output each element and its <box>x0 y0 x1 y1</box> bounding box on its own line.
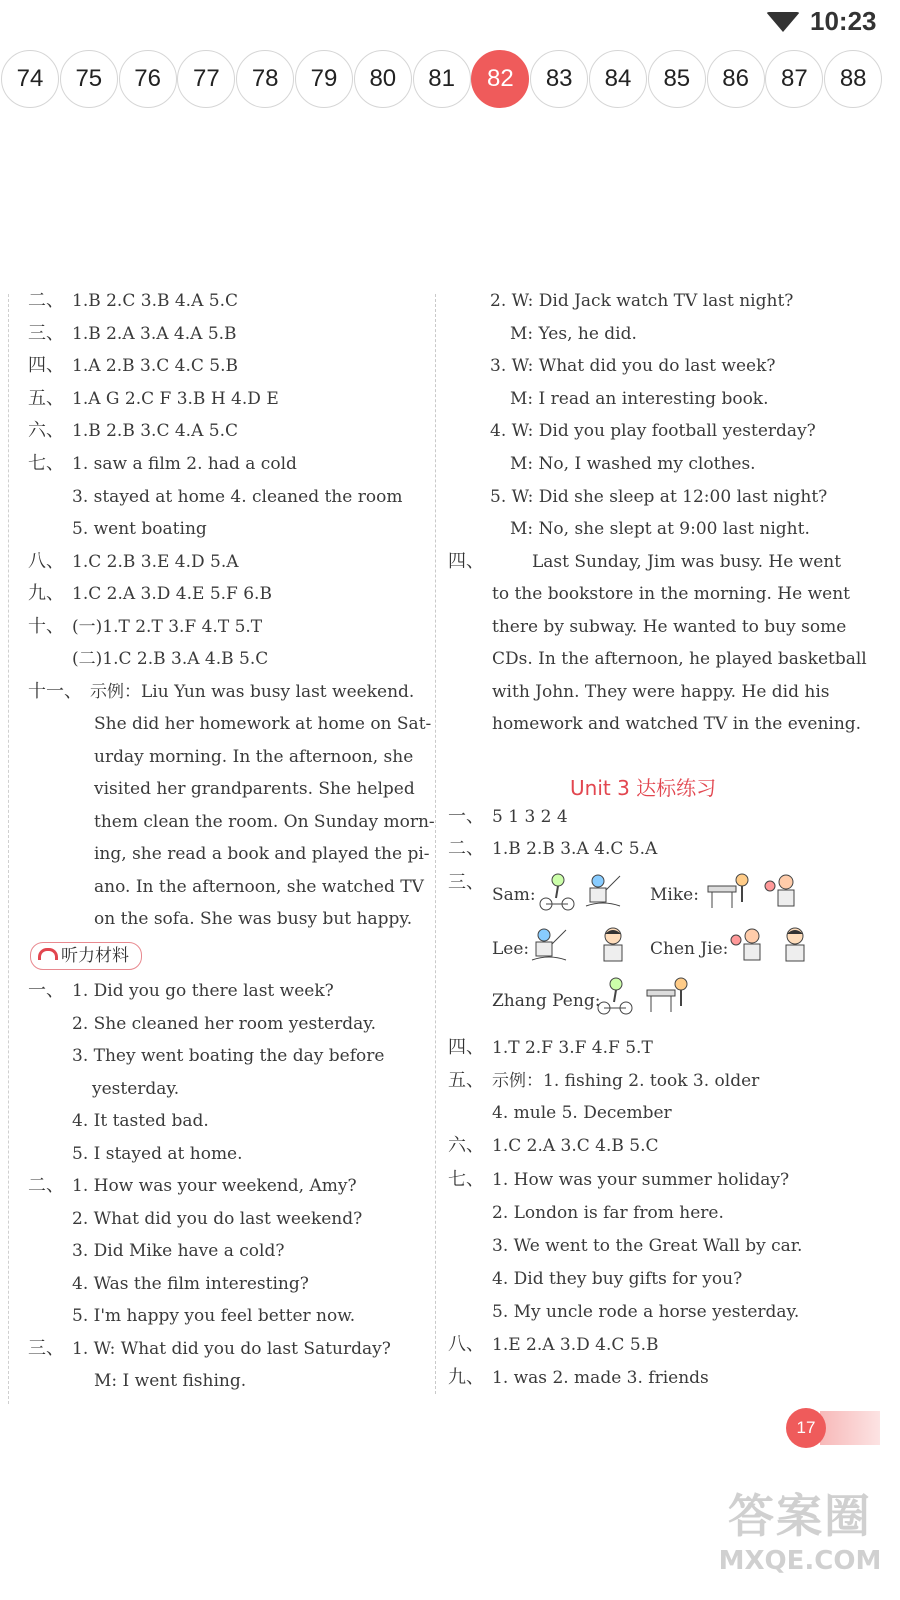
essay-line: She did her homework at home on Sat- <box>94 714 432 734</box>
answer-line: 1.B 2.C 3.B 4.A 5.C <box>72 291 238 311</box>
script-line: 2. She cleaned her room yesterday. <box>72 1014 376 1034</box>
fishing-picture <box>530 926 568 966</box>
answer-line: 5. My uncle rode a horse yesterday. <box>492 1302 800 1322</box>
answer-line: (二)1.C 2.B 3.A 4.B 5.C <box>72 649 269 669</box>
page-selector <box>0 50 900 112</box>
passage-line: CDs. In the afternoon, he played basketball <box>492 649 867 669</box>
script-line: M: I read an interesting book. <box>510 389 769 409</box>
flower-picture <box>762 872 800 912</box>
page-button-76[interactable]: 76 <box>119 50 177 108</box>
section-label: 四、 <box>448 551 484 572</box>
page-button-83[interactable]: 83 <box>530 50 588 108</box>
essay-line: on the sofa. She was busy but happy. <box>94 909 413 929</box>
section-label: 四、 <box>448 1037 484 1058</box>
name-label-zhangpeng: Zhang Peng: <box>492 991 601 1011</box>
script-line: 5. W: Did she sleep at 12:00 last night? <box>490 487 828 507</box>
page-button-77[interactable]: 77 <box>177 50 235 108</box>
passage-line: with John. They were happy. He did his <box>492 682 830 702</box>
answer-line: 1.B 2.B 3.A 4.C 5.A <box>492 839 658 859</box>
passage-line: homework and watched TV in the evening. <box>492 714 862 734</box>
section-label: 五、 <box>448 1070 484 1091</box>
script-line: 1. Did you go there last week? <box>72 981 334 1001</box>
answer-line: 2. London is far from here. <box>492 1203 724 1223</box>
script-line: 1. How was your weekend, Amy? <box>72 1176 357 1196</box>
section-label: 九、 <box>448 1367 484 1388</box>
tag-label: 听力材料 <box>61 946 129 966</box>
essay-line: urday morning. In the afternoon, she <box>94 747 414 767</box>
name-label-chenjie: Chen Jie: <box>650 939 729 959</box>
page-button-75[interactable]: 75 <box>60 50 118 108</box>
section-label: 十一、 <box>28 681 82 702</box>
boy-picture <box>594 926 632 966</box>
answer-line: 示例：1. fishing 2. took 3. older <box>492 1071 760 1091</box>
script-line: 4. It tasted bad. <box>72 1111 209 1131</box>
answer-line: 1.C 2.A 3.D 4.E 5.F 6.B <box>72 584 272 604</box>
column-divider <box>435 294 436 1394</box>
page-button-86[interactable]: 86 <box>707 50 765 108</box>
answer-line: (一)1.T 2.T 3.F 4.T 5.T <box>72 617 263 637</box>
page-number-band <box>820 1411 880 1445</box>
answer-line: 1.C 2.B 3.E 4.D 5.A <box>72 552 239 572</box>
passage-line: Last Sunday, Jim was busy. He went <box>532 552 842 572</box>
name-label-sam: Sam: <box>492 885 536 905</box>
answer-line: 1.B 2.A 3.A 4.A 5.B <box>72 324 237 344</box>
answer-line: 3. We went to the Great Wall by car. <box>492 1236 803 1256</box>
script-line: yesterday. <box>92 1079 180 1099</box>
left-border <box>8 294 9 1404</box>
cleaning-picture <box>644 976 692 1016</box>
script-line: 2. What did you do last weekend? <box>72 1209 363 1229</box>
section-label: 四、 <box>28 355 64 376</box>
script-line: 3. Did Mike have a cold? <box>72 1241 285 1261</box>
script-line: 4. Was the film interesting? <box>72 1274 309 1294</box>
essay-line: ano. In the afternoon, she watched TV <box>94 877 424 897</box>
essay-line: them clean the room. On Sunday morn- <box>94 812 435 832</box>
section-label: 六、 <box>28 420 64 441</box>
watermark: 答案圈 MXQE.COM <box>718 1489 882 1576</box>
essay-line: visited her grandparents. She helped <box>94 779 415 799</box>
answer-line: 5. went boating <box>72 519 207 539</box>
cyclist-picture <box>596 976 634 1016</box>
section-label: 八、 <box>28 551 64 572</box>
section-label: 七、 <box>448 1169 484 1190</box>
script-line: M: No, she slept at 9:00 last night. <box>510 519 810 539</box>
script-line: 4. W: Did you play football yesterday? <box>490 421 816 441</box>
page-button-87[interactable]: 87 <box>765 50 823 108</box>
answer-line: 3. stayed at home 4. cleaned the room <box>72 487 403 507</box>
answer-line: 1. was 2. made 3. friends <box>492 1368 709 1388</box>
page-button-84[interactable]: 84 <box>589 50 647 108</box>
answer-line: 1.A 2.B 3.C 4.C 5.B <box>72 356 238 376</box>
page-button-78[interactable]: 78 <box>236 50 294 108</box>
fishing-picture <box>584 872 622 912</box>
name-label-mike: Mike: <box>650 885 699 905</box>
section-label: 八、 <box>448 1334 484 1355</box>
page-number: 17 <box>786 1408 826 1448</box>
answer-line: 4. mule 5. December <box>492 1103 672 1123</box>
section-label: 三、 <box>28 323 64 344</box>
section-label: 一、 <box>448 806 484 827</box>
answer-line: 1.T 2.F 3.F 4.F 5.T <box>492 1038 653 1058</box>
script-line: 3. They went boating the day before <box>72 1046 385 1066</box>
name-label-lee: Lee: <box>492 939 530 959</box>
page-button-85[interactable]: 85 <box>648 50 706 108</box>
passage-line: to the bookstore in the morning. He went <box>492 584 850 604</box>
page-button-80[interactable]: 80 <box>354 50 412 108</box>
answer-line: 1.B 2.B 3.C 4.A 5.C <box>72 421 238 441</box>
answer-line: 4. Did they buy gifts for you? <box>492 1269 743 1289</box>
page-button-74[interactable]: 74 <box>1 50 59 108</box>
section-label: 一、 <box>28 980 64 1001</box>
section-label: 二、 <box>28 1175 64 1196</box>
section-label: 五、 <box>28 388 64 409</box>
answer-sheet <box>0 282 900 1412</box>
unit-title: Unit 3 达标练习 <box>570 776 717 800</box>
answer-line: 1. How was your summer holiday? <box>492 1170 790 1190</box>
wifi-icon <box>766 12 800 32</box>
answer-line: 1.C 2.A 3.C 4.B 5.C <box>492 1136 659 1156</box>
headphones-icon <box>38 948 58 960</box>
section-label: 九、 <box>28 583 64 604</box>
essay-line: 示例：Liu Yun was busy last weekend. <box>90 682 415 702</box>
flower-picture <box>728 926 766 966</box>
script-line: 1. W: What did you do last Saturday? <box>72 1339 391 1359</box>
cyclist-picture <box>538 872 576 912</box>
boy-picture <box>776 926 814 966</box>
answer-line: 1.E 2.A 3.D 4.C 5.B <box>492 1335 659 1355</box>
page-button-82[interactable]: 82 <box>471 50 529 108</box>
page-button-81[interactable]: 81 <box>413 50 471 108</box>
clock: 10:23 <box>810 6 877 36</box>
script-line: M: Yes, he did. <box>510 324 637 344</box>
passage-line: there by subway. He wanted to buy some <box>492 617 847 637</box>
listening-material-tag <box>30 942 142 970</box>
essay-line: ing, she read a book and played the pi- <box>94 844 430 864</box>
answer-line: 1. saw a film 2. had a cold <box>72 454 297 474</box>
section-label: 七、 <box>28 453 64 474</box>
answer-line: 1.A G 2.C F 3.B H 4.D E <box>72 389 279 409</box>
script-line: 5. I'm happy you feel better now. <box>72 1306 356 1326</box>
section-label: 十、 <box>28 616 64 637</box>
cleaning-picture <box>706 872 752 912</box>
status-bar <box>0 0 900 46</box>
script-line: 5. I stayed at home. <box>72 1144 243 1164</box>
page-button-88[interactable]: 88 <box>824 50 882 108</box>
section-label: 六、 <box>448 1135 484 1156</box>
page-button-79[interactable]: 79 <box>295 50 353 108</box>
answer-line: 5 1 3 2 4 <box>492 807 568 827</box>
section-label: 三、 <box>448 872 484 893</box>
section-label: 二、 <box>448 838 484 859</box>
section-label: 三、 <box>28 1338 64 1359</box>
script-line: 2. W: Did Jack watch TV last night? <box>490 291 794 311</box>
script-line: M: No, I washed my clothes. <box>510 454 756 474</box>
script-line: M: I went fishing. <box>94 1371 247 1391</box>
script-line: 3. W: What did you do last week? <box>490 356 776 376</box>
section-label: 二、 <box>28 290 64 311</box>
